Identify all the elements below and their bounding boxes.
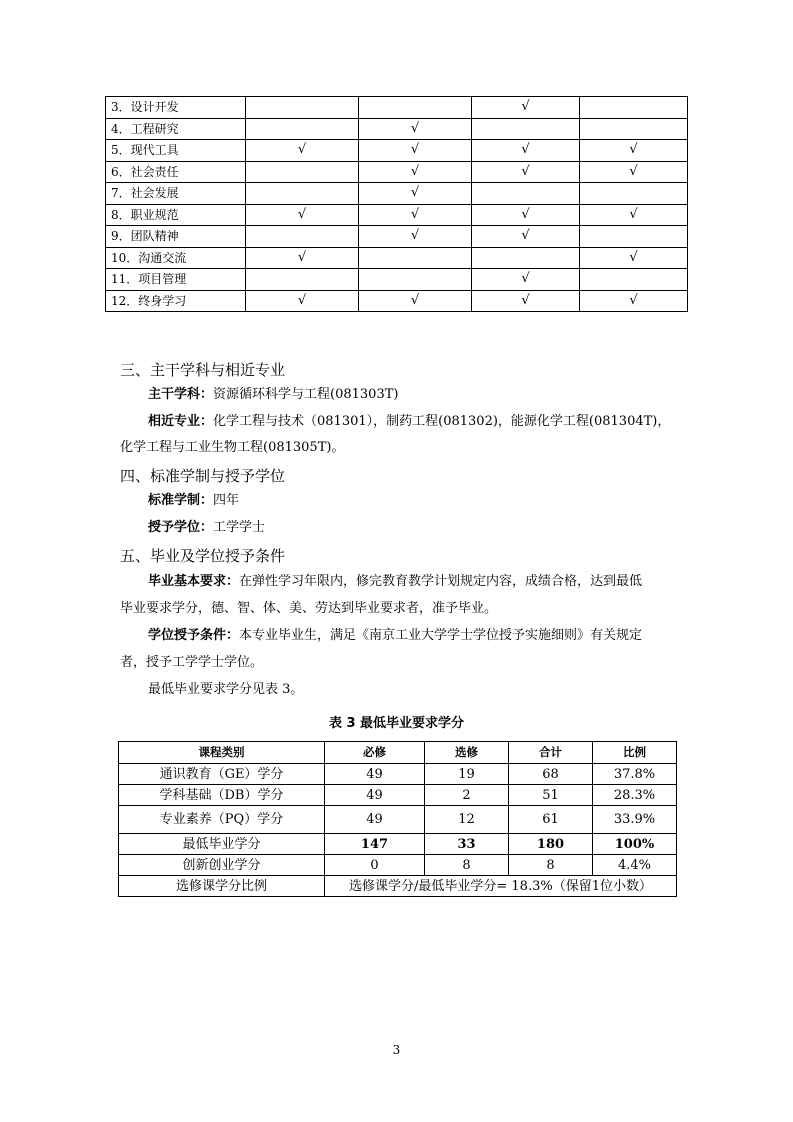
check-mark: √ (580, 161, 688, 183)
check-mark: √ (359, 290, 472, 312)
cell-total: 8 (509, 855, 593, 876)
cell-ratio: 100% (593, 834, 677, 855)
check-mark: √ (580, 290, 688, 312)
page-number: 3 (392, 1043, 401, 1057)
cell-required: 0 (325, 855, 425, 876)
empty-cell (359, 269, 472, 291)
empty-cell (580, 226, 688, 248)
matrix-row (106, 204, 688, 226)
cell-required: 49 (325, 764, 425, 785)
related-majors (148, 413, 670, 431)
table-reference-note: 最低毕业要求学分见表 3。 (148, 682, 304, 697)
check-mark: √ (246, 290, 359, 312)
degree-conditions (148, 627, 642, 645)
main-discipline (148, 386, 398, 404)
matrix-row-label: 6．社会责任 (106, 161, 246, 183)
requirements-matrix (105, 96, 688, 312)
cell-elective: 2 (425, 785, 509, 806)
matrix-row (106, 290, 688, 312)
cell-total: 180 (509, 834, 593, 855)
cell-total: 51 (509, 785, 593, 806)
check-mark: √ (246, 140, 359, 162)
degree-conditions-text-2: 者，授予工学学士学位。 (120, 655, 264, 670)
cell-elective: 12 (425, 806, 509, 834)
cell-ratio: 4.4% (593, 855, 677, 876)
section-heading-4: 四、标准学制与授予学位 (120, 467, 286, 485)
empty-cell (472, 247, 580, 269)
empty-cell (472, 118, 580, 140)
cell-required: 49 (325, 806, 425, 834)
cell-ratio-text: 选修课学分/最低毕业学分= 18.3%（保留1位小数） (325, 876, 677, 897)
header-category: 课程类别 (119, 742, 325, 764)
check-mark: √ (359, 161, 472, 183)
cell-ratio: 37.8% (593, 764, 677, 785)
graduation-requirements-text-1: 在弹性学习年限内，修完教育教学计划规定内容，成绩合格，达到最低 (239, 574, 643, 589)
cell-elective: 8 (425, 855, 509, 876)
cell-required: 49 (325, 785, 425, 806)
cell-ratio-label: 选修课学分比例 (119, 876, 325, 897)
header-ratio: 比例 (593, 742, 677, 764)
check-mark: √ (472, 140, 580, 162)
check-mark: √ (359, 226, 472, 248)
graduation-requirements-label: 毕业基本要求： (148, 574, 240, 589)
main-discipline-text: 资源循环科学与工程(081303T) (213, 387, 399, 402)
standard-duration-text: 四年 (213, 493, 240, 508)
empty-cell (246, 226, 359, 248)
empty-cell (580, 97, 688, 119)
table-row (119, 834, 677, 855)
header-elective: 选修 (425, 742, 509, 764)
matrix-row (106, 269, 688, 291)
empty-cell (580, 183, 688, 205)
degree-conditions-label: 学位授予条件： (148, 628, 240, 643)
related-majors-text-1: 化学工程与技术（081301），制药工程(081302)，能源化学工程(081304T)， (213, 414, 671, 429)
empty-cell (246, 183, 359, 205)
standard-duration-label: 标准学制： (148, 493, 214, 508)
main-discipline-label: 主干学科： (148, 387, 214, 402)
check-mark: √ (472, 161, 580, 183)
section-heading-5: 五、毕业及学位授予条件 (120, 547, 286, 565)
check-mark: √ (359, 118, 472, 140)
check-mark: √ (472, 204, 580, 226)
matrix-row (106, 97, 688, 119)
table-row (119, 876, 677, 897)
degree-awarded-text: 工学学士 (213, 520, 266, 535)
empty-cell (359, 97, 472, 119)
credits-table (118, 741, 677, 897)
section-heading-3: 三、主干学科与相近专业 (120, 361, 286, 379)
matrix-row (106, 140, 688, 162)
empty-cell (246, 118, 359, 140)
check-mark: √ (580, 247, 688, 269)
empty-cell (580, 269, 688, 291)
cell-ratio: 33.9% (593, 806, 677, 834)
table-row (119, 785, 677, 806)
cell-category: 学科基础（DB）学分 (119, 785, 325, 806)
cell-required: 147 (325, 834, 425, 855)
check-mark: √ (359, 183, 472, 205)
empty-cell (246, 269, 359, 291)
check-mark: √ (246, 204, 359, 226)
graduation-requirements (148, 573, 642, 591)
matrix-row (106, 118, 688, 140)
check-mark: √ (359, 140, 472, 162)
header-required: 必修 (325, 742, 425, 764)
standard-duration (148, 492, 239, 510)
related-majors-text-2: 化学工程与工业生物工程(081305T)。 (120, 440, 345, 455)
degree-conditions-text-1: 本专业毕业生，满足《南京工业大学学士学位授予实施细则》有关规定 (239, 628, 643, 643)
cell-ratio: 28.3% (593, 785, 677, 806)
check-mark: √ (580, 140, 688, 162)
matrix-row (106, 247, 688, 269)
check-mark: √ (472, 226, 580, 248)
check-mark: √ (359, 204, 472, 226)
table-row (119, 806, 677, 834)
check-mark: √ (472, 97, 580, 119)
cell-elective: 19 (425, 764, 509, 785)
check-mark: √ (580, 204, 688, 226)
table-row (119, 855, 677, 876)
cell-category: 创新创业学分 (119, 855, 325, 876)
header-total: 合计 (509, 742, 593, 764)
matrix-row-label: 5．现代工具 (106, 140, 246, 162)
empty-cell (246, 161, 359, 183)
matrix-body (106, 97, 688, 312)
empty-cell (472, 183, 580, 205)
cell-total: 68 (509, 764, 593, 785)
matrix-row-label: 8．职业规范 (106, 204, 246, 226)
empty-cell (580, 118, 688, 140)
matrix-row-label: 4．工程研究 (106, 118, 246, 140)
related-majors-label: 相近专业： (148, 414, 214, 429)
cell-category: 通识教育（GE）学分 (119, 764, 325, 785)
cell-elective: 33 (425, 834, 509, 855)
matrix-row-label: 12．终身学习 (106, 290, 246, 312)
table-row (119, 764, 677, 785)
matrix-row (106, 161, 688, 183)
graduation-requirements-text-2: 毕业要求学分，德、智、体、美、劳达到毕业要求者，准予毕业。 (120, 601, 498, 616)
cell-category: 专业素养（PQ）学分 (119, 806, 325, 834)
check-mark: √ (246, 247, 359, 269)
cell-category: 最低毕业学分 (119, 834, 325, 855)
matrix-row-label: 10．沟通交流 (106, 247, 246, 269)
matrix-row-label: 3．设计开发 (106, 97, 246, 119)
empty-cell (246, 97, 359, 119)
matrix-row (106, 183, 688, 205)
matrix-row-label: 11．项目管理 (106, 269, 246, 291)
check-mark: √ (472, 290, 580, 312)
credits-header-row (119, 742, 677, 764)
cell-total: 61 (509, 806, 593, 834)
empty-cell (359, 247, 472, 269)
degree-awarded (148, 519, 265, 537)
matrix-row (106, 226, 688, 248)
degree-awarded-label: 授予学位： (148, 520, 214, 535)
matrix-row-label: 7．社会发展 (106, 183, 246, 205)
check-mark: √ (472, 269, 580, 291)
matrix-row-label: 9．团队精神 (106, 226, 246, 248)
table3-caption: 表 3 最低毕业要求学分 (328, 716, 465, 731)
